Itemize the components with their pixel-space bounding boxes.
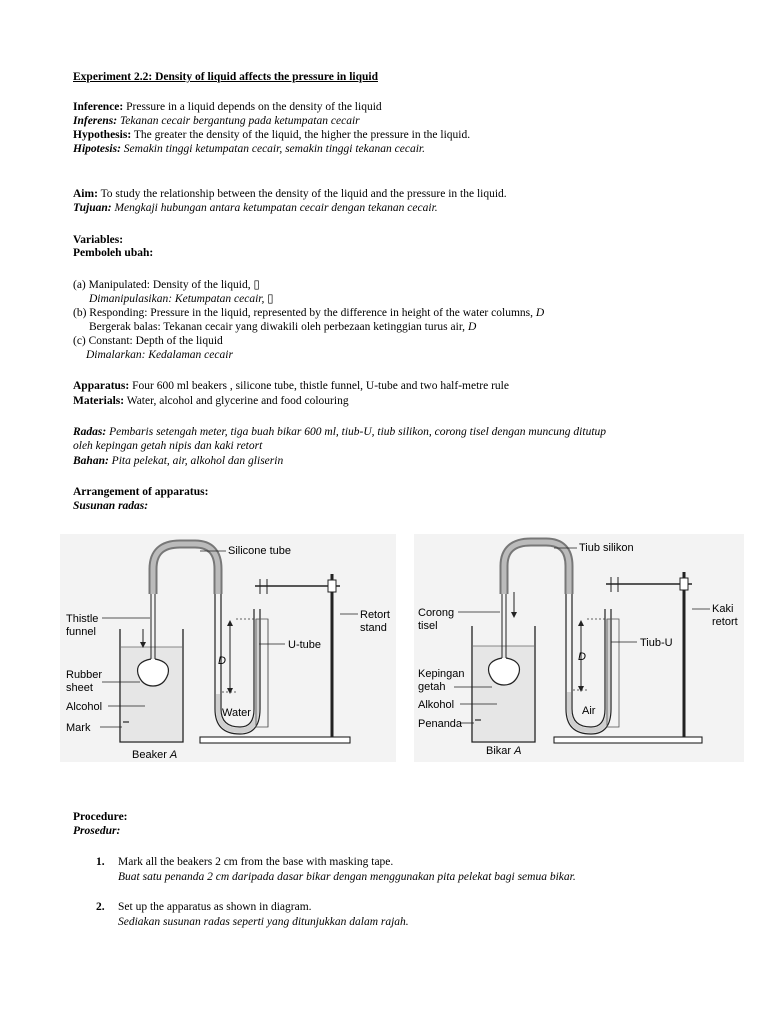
label-beaker-symbol: A xyxy=(169,749,178,761)
variables-heading: Variables: xyxy=(73,234,124,246)
label-alcohol: Alcohol xyxy=(66,701,103,713)
hypothesis-line xyxy=(73,128,470,143)
silicone-tube-english xyxy=(153,544,218,594)
label-corong: Corong xyxy=(418,607,455,619)
page-title: Experiment 2.2: Density of liquid affects the pressure in liquid xyxy=(73,71,378,83)
procedure-heading: Procedure: xyxy=(73,811,128,823)
bahan-label: Bahan: xyxy=(73,455,109,467)
label-tiub-u: Tiub-U xyxy=(640,637,673,649)
hipotesis-line xyxy=(73,142,425,157)
label-beaker-text: Beaker xyxy=(132,749,170,761)
apparatus-line xyxy=(73,379,509,394)
apparatus-diagram-malay xyxy=(414,534,744,762)
step-2-malay: Sediakan susunan radas seperti yang ditunjukkan dalam rajah. xyxy=(118,915,409,928)
label-beaker xyxy=(132,749,177,761)
corong-tisel-malay xyxy=(489,592,520,685)
label-bikar-symbol: A xyxy=(514,745,522,757)
variable-responding-text: (b) Responding: Pressure in the liquid, represented by the difference in height of the water columns, xyxy=(73,307,536,319)
bahan-text: Pita pelekat, air, alkohol dan gliserin xyxy=(108,455,284,467)
aim-label: Aim: xyxy=(73,188,98,200)
aim-text: To study the relationship between the density of the liquid and the pressure in the liquid. xyxy=(97,188,507,200)
label-u-tube: U-tube xyxy=(288,639,322,651)
variable-responding-symbol: D xyxy=(535,307,545,319)
step-2-english: Set up the apparatus as shown in diagram. xyxy=(118,901,312,913)
label-d-malay: D xyxy=(578,651,586,663)
variable-constant: (c) Constant: Depth of the liquid xyxy=(73,335,223,347)
label-penanda: Penanda xyxy=(418,718,463,730)
variable-manipulated: (a) Manipulated: Density of the liquid, ▯ xyxy=(73,279,260,291)
inference-label: Inference: xyxy=(73,101,124,113)
hipotesis-text: Semakin tinggi ketumpatan cecair, semakin tinggi tekanan cecair. xyxy=(120,143,425,155)
susunan-radas-heading: Susunan radas: xyxy=(73,500,149,512)
variable-bergerak-balas xyxy=(89,320,476,335)
aim-line xyxy=(73,187,507,202)
inferens-label: Inferens: xyxy=(73,115,118,127)
label-d-english: D xyxy=(218,655,226,667)
apparatus-text: Four 600 ml beakers , silicone tube, thistle funnel, U-tube and two half-metre rule xyxy=(129,380,509,392)
kaki-retort-malay xyxy=(554,572,702,743)
radas-text-1: Pembaris setengah meter, tiga buah bikar 600 ml, tiub-U, tiub silikon, corong tisel dengan muncung ditutup xyxy=(106,426,607,438)
pemboleh-ubah-heading: Pemboleh ubah: xyxy=(73,247,154,259)
arrangement-heading: Arrangement of apparatus: xyxy=(73,486,209,498)
tiub-silikon-malay xyxy=(504,542,569,594)
procedure-step-2 xyxy=(96,900,409,929)
tujuan-text: Mengkaji hubungan antara ketumpatan cecair dengan tekanan cecair. xyxy=(111,202,438,214)
label-kepingan: Kepingan xyxy=(418,668,465,680)
variable-dimalarkan: Dimalarkan: Kedalaman cecair xyxy=(86,349,233,361)
label-tiub-silikon: Tiub silikon xyxy=(579,542,634,554)
label-silicone-tube: Silicone tube xyxy=(228,545,291,557)
label-funnel: funnel xyxy=(66,626,96,638)
radas-label: Radas: xyxy=(73,426,107,438)
tujuan-label: Tujuan: xyxy=(73,202,112,214)
label-retort-malay: retort xyxy=(712,616,738,628)
label-stand: stand xyxy=(360,622,387,634)
step-2-number: 2. xyxy=(96,901,105,913)
hypothesis-label: Hypothesis: xyxy=(73,129,132,141)
variable-responding xyxy=(73,306,544,321)
materials-line xyxy=(73,394,349,409)
materials-label: Materials: xyxy=(73,395,125,407)
apparatus-label: Apparatus: xyxy=(73,380,130,392)
variable-dimanipulasikan: Dimanipulasikan: Ketumpatan cecair, ▯ xyxy=(89,293,274,305)
label-bikar xyxy=(486,745,521,757)
step-1-english: Mark all the beakers 2 cm from the base with masking tape. xyxy=(118,856,394,868)
label-thistle: Thistle xyxy=(66,613,99,625)
hipotesis-label: Hipotesis: xyxy=(73,143,121,155)
variable-bergerak-balas-text: Bergerak balas: Tekanan cecair yang diwakili oleh perbezaan ketinggian turus air, xyxy=(89,321,468,333)
label-mark: Mark xyxy=(66,722,91,734)
radas-line-2: oleh kepingan getah nipis dan kaki retort xyxy=(73,440,263,452)
hypothesis-text: The greater the density of the liquid, the higher the pressure in the liquid. xyxy=(131,129,471,141)
label-kaki: Kaki xyxy=(712,603,734,615)
step-1-malay: Buat satu penanda 2 cm daripada dasar bikar dengan menggunakan pita pelekat bagi semua bikar. xyxy=(118,870,576,883)
label-water: Water xyxy=(222,707,251,719)
apparatus-diagram-english xyxy=(60,534,396,762)
label-air: Air xyxy=(582,705,596,717)
variable-bergerak-balas-symbol: D xyxy=(467,321,477,333)
inferens-text: Tekanan cecair bergantung pada ketumpatan cecair xyxy=(117,115,360,127)
radas-line xyxy=(73,425,606,440)
label-alkohol: Alkohol xyxy=(418,699,455,711)
inference-text: Pressure in a liquid depends on the density of the liquid xyxy=(123,101,382,113)
prosedur-heading: Prosedur: xyxy=(73,825,121,837)
inference-line xyxy=(73,100,382,115)
label-sheet: sheet xyxy=(66,682,93,694)
bahan-line xyxy=(73,454,283,469)
label-bikar-text: Bikar xyxy=(486,745,515,757)
inferens-line xyxy=(73,114,360,129)
step-1-number: 1. xyxy=(96,856,105,868)
label-retort: Retort xyxy=(360,609,390,621)
procedure-step-1 xyxy=(96,855,576,884)
thistle-funnel-english xyxy=(138,594,169,686)
materials-text: Water, alcohol and glycerine and food colouring xyxy=(124,395,349,407)
label-rubber: Rubber xyxy=(66,669,103,681)
tujuan-line xyxy=(73,201,438,216)
label-getah: getah xyxy=(418,681,446,693)
label-tisel: tisel xyxy=(418,620,438,632)
